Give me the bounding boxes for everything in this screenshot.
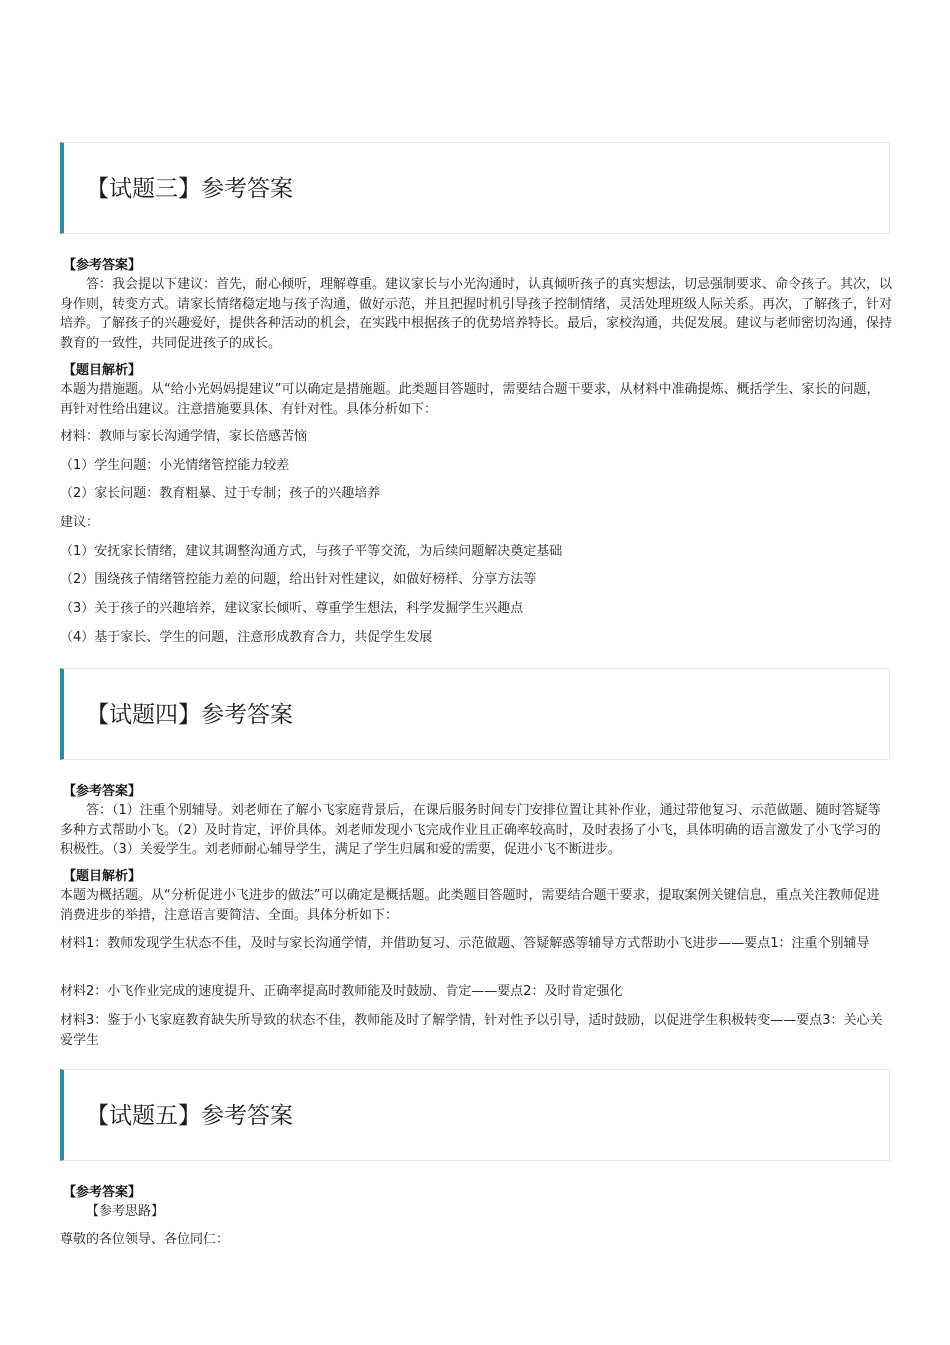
analysis-line: 材料1：教师发现学生状态不佳，及时与家长沟通学情，并借助复习、示范做题、答疑解惑等辅导方式帮助小飞进步——要点1：注重个别辅导 (60, 936, 870, 951)
section-header-q4 (60, 668, 890, 760)
answer-block-q3 (60, 256, 892, 353)
analysis-label: 【题目解析】 (63, 363, 142, 378)
analysis-line: （1）安抚家长情绪，建议其调整沟通方式，与孩子平等交流，为后续问题解决奠定基础 (60, 544, 563, 559)
answer-label: 【参考答案】 (63, 1185, 142, 1200)
section-header-q5 (60, 1069, 890, 1161)
analysis-line: 建议： (60, 515, 100, 530)
answer-block-q5 (60, 1183, 892, 1202)
answer-text: 答：我会提以下建议：首先，耐心倾听，理解尊重。建议家长与小光沟通时，认真倾听孩子的真实想法，切忌强制要求、命令孩子。其次，以身作则，转变方式。请家长情绪稳定地与孩子沟通，做好示范，并且把握时机引导孩子控制情绪，灵活处理班级人际关系。再次，了解孩子，针对培养。了解孩子的兴趣爱好，提供各种活动的机会，在实践中根据孩子的优势培养特长。最后，家校沟通，共促发展。建议与老师密切沟通，保持教育的一致性，共同促进孩子的成长。 (60, 277, 893, 351)
analysis-line: （2）家长问题：教育粗暴、过于专制；孩子的兴趣培养 (60, 486, 381, 501)
reference-idea-label: 【参考思路】 (86, 1204, 165, 1219)
section-header-q3 (60, 142, 890, 234)
analysis-text: 本题为概括题。从“分析促进小飞进步的做法”可以确定是概括题。此类题目答题时，需要结合题干要求，提取案例关键信息，重点关注教师促进消费进步的举措，注意语言要简洁、全面。具体分析如下： (60, 888, 880, 923)
analysis-line: （1）学生问题：小光情绪管控能力较差 (60, 458, 290, 473)
analysis-line: （3）关于孩子的兴趣培养，建议家长倾听、尊重学生想法，科学发掘学生兴趣点 (60, 601, 524, 616)
analysis-line: （2）围绕孩子情绪管控能力差的问题，给出针对性建议，如做好榜样、分享方法等 (60, 572, 537, 587)
analysis-label: 【题目解析】 (63, 869, 142, 884)
answer-label: 【参考答案】 (63, 784, 142, 799)
speech-greeting: 尊敬的各位领导、各位同仁： (60, 1232, 230, 1247)
analysis-line: 材料2：小飞作业完成的速度提升、正确率提高时教师能及时鼓励、肯定——要点2：及时肯定强化 (60, 984, 623, 999)
analysis-line: 材料：教师与家长沟通学情，家长倍感苦恼 (60, 429, 308, 444)
section-title: 【试题三】参考答案 (86, 176, 293, 202)
answer-label: 【参考答案】 (63, 258, 142, 273)
section-title: 【试题五】参考答案 (86, 1103, 293, 1129)
analysis-block-q4 (60, 867, 892, 925)
section-title: 【试题四】参考答案 (86, 702, 293, 728)
analysis-text: 本题为措施题。从“给小光妈妈提建议”可以确定是措施题。此类题目答题时，需要结合题干要求，从材料中准确提炼、概括学生、家长的问题，再针对性给出建议。注意措施要具体、有针对性。具体分析如下： (60, 382, 880, 417)
analysis-line: 材料3：鉴于小飞家庭教育缺失所导致的状态不佳，教师能及时了解学情，针对性予以引导，适时鼓励，以促进学生积极转变——要点3：关心关爱学生 (60, 1013, 883, 1048)
answer-block-q4 (60, 782, 892, 860)
analysis-block-q3 (60, 361, 892, 419)
analysis-line: （4）基于家长、学生的问题，注意形成教育合力，共促学生发展 (60, 630, 433, 645)
answer-text: 答：（1）注重个别辅导。刘老师在了解小飞家庭背景后，在课后服务时间专门安排位置让其补作业，通过带他复习、示范做题、随时答疑等多种方式帮助小飞。（2）及时肯定，评价具体。刘老师发现小飞完成作业且正确率较高时，及时表扬了小飞，具体明确的语言激发了小飞学习的积极性。（3）关爱学生。刘老师耐心辅导学生，满足了学生归属和爱的需要，促进小飞不断进步。 (60, 803, 881, 857)
